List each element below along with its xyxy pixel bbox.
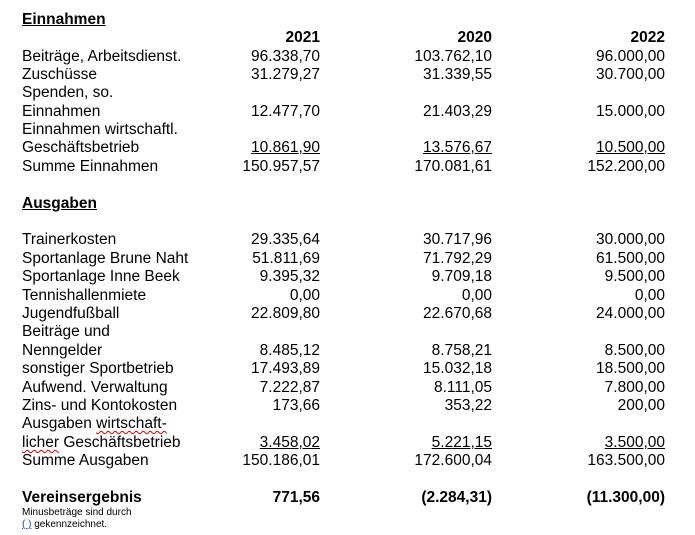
expense-row-value: 7.800,00 [604,379,665,396]
expense-total-value: 172.600,04 [414,452,492,469]
year-header-2021: 2021 [285,29,320,46]
expense-row-label: Aufwend. Verwaltung [22,379,168,396]
expense-row-value: 0,00 [289,287,320,304]
expense-row-value: 8.111,05 [433,379,492,396]
income-row-value: 31.279,27 [251,66,320,83]
expense-row-value: 0,00 [461,287,492,304]
result-value-2020: (2.284,31) [421,489,492,506]
expense-row-value: 22.670,68 [423,305,492,322]
result-value-2022: (11.300,00) [586,489,665,506]
income-row-value: 103.762,10 [414,48,492,65]
expense-row-label: Tennishallenmiete [22,287,147,304]
expense-row-value: 3.458,02 [259,434,320,451]
expense-row-label: Sportanlage Brune Naht [22,250,189,267]
expense-row-label: Zins- und Kontokosten [22,397,178,414]
income-row-value: 10.500,00 [596,139,665,156]
expense-row-label: sonstiger Sportbetrieb [22,360,174,377]
income-row-label: Spenden, so. [22,84,114,101]
expense-row-value: 15.032,18 [423,360,492,377]
income-row-label: Einnahmen [22,103,101,120]
expense-row-value: 0,00 [634,287,665,304]
footnote-line-2 [22,519,107,531]
footnote-line-2-text: gekennzeichnet. [31,519,108,530]
expense-row-label: Ausgaben wirtschaft- [22,415,167,432]
footnote-line-1: Minusbeträge sind durch [22,507,132,518]
expense-row-value: 7.222,87 [259,379,320,396]
expense-row-value: 3.500,00 [604,434,665,451]
expense-row-label: Trainerkosten [22,231,117,248]
expense-total-label: Summe Ausgaben [22,452,149,469]
expense-row-value: 173,66 [272,397,320,414]
income-row-value: 13.576,67 [423,139,492,156]
expense-row-value: 61.500,00 [596,250,665,267]
expense-row-value: 17.493,89 [251,360,320,377]
income-row-value: 10.861,90 [251,139,320,156]
expenses-section-title: Ausgaben [22,195,97,212]
spellcheck-marked-word: wirtschaft- [96,415,167,432]
expense-row-label: Nenngelder [22,342,103,359]
income-row-value: 12.477,70 [251,103,320,120]
result-label: Vereinsergebnis [22,489,142,506]
expense-row-value: 30.000,00 [596,231,665,248]
income-row-label: Beiträge, Arbeitsdienst. [22,48,182,65]
expense-row-value: 24.000,00 [596,305,665,322]
expense-row-value: 51.811,69 [252,250,320,267]
income-row-value: 30.700,00 [596,66,665,83]
income-total-value: 170.081,61 [414,158,492,175]
expense-row-value: 8.485,12 [259,342,320,359]
income-row-value: 31.339,55 [423,66,492,83]
expense-row-label: Jugendfußball [22,305,120,322]
income-section-title: Einnahmen [22,11,106,28]
income-row-label: Geschäftsbetrieb [22,139,140,156]
income-row-value: 15.000,00 [596,103,665,120]
income-row-label: Zuschüsse [22,66,97,83]
income-row-value: 96.338,70 [251,48,320,65]
result-value-2021: 771,56 [272,489,320,506]
income-total-value: 152.200,00 [587,158,665,175]
expense-row-value: 30.717,96 [423,231,492,248]
income-row-value: 21.403,29 [423,103,492,120]
parenthesis-symbol: ( ) [22,519,32,530]
expense-row-label: Sportanlage Inne Beek [22,268,180,285]
expense-total-value: 163.500,00 [587,452,665,469]
expense-row-value: 9.709,18 [431,268,492,285]
expense-row-value: 9.395,32 [259,268,320,285]
income-total-label: Summe Einnahmen [22,158,159,175]
income-total-value: 150.957,57 [242,158,320,175]
expense-row-value: 22.809,80 [251,305,320,322]
expense-row-value: 8.500,00 [604,342,665,359]
expense-row-value: 200,00 [617,397,665,414]
expense-row-value: 5.221,15 [431,434,492,451]
year-header-2020: 2020 [457,29,492,46]
expense-row-value: 29.335,64 [251,231,320,248]
expense-row-value: 18.500,00 [596,360,665,377]
expense-row-label: Beiträge und [22,323,110,340]
expense-row-label: licher Geschäftsbetrieb [22,434,181,451]
expense-row-value: 8.758,21 [431,342,492,359]
income-row-label: Einnahmen wirtschaftl. [22,121,178,138]
expense-row-value: 71.792,29 [423,250,492,267]
year-header-2022: 2022 [630,29,665,46]
expense-row-value: 9.500,00 [604,268,665,285]
income-row-value: 96.000,00 [596,48,665,65]
expense-total-value: 150.186,01 [242,452,320,469]
expense-row-value: 353,22 [444,397,492,414]
spellcheck-marked-word: licher [22,434,60,451]
